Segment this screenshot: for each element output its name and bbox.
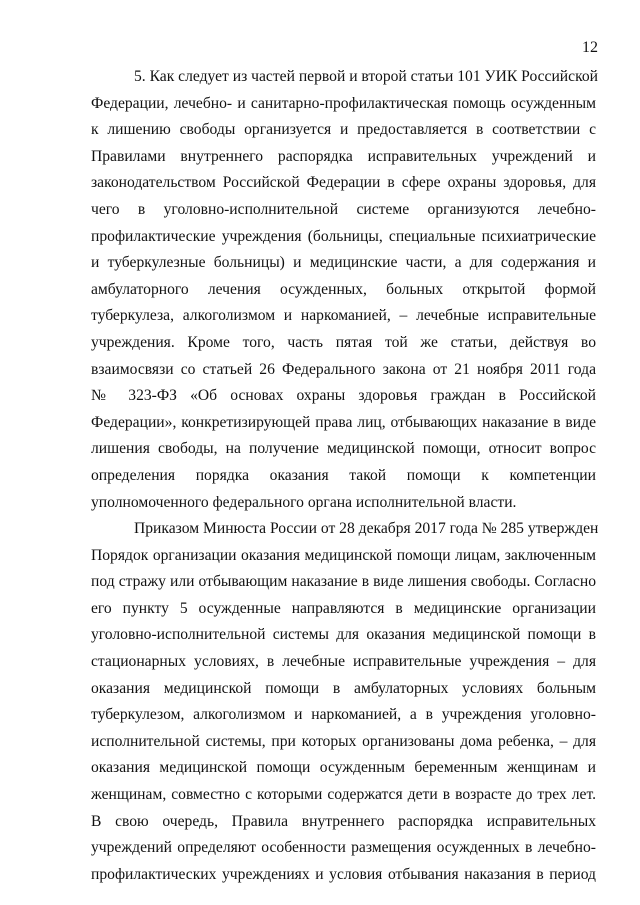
text-line: стационарных условиях, в лечебные исправительные учреждения – для: [91, 653, 596, 671]
text-line: туберкулезом, алкоголизмом и наркоманией, а в учреждения уголовно-: [91, 706, 596, 724]
text-line: его пункту 5 осужденные направляются в медицинские организации: [91, 599, 596, 617]
text-line: Порядок организации оказания медицинской помощи лицам, заключенным: [91, 546, 596, 564]
text-line: № 323-ФЗ «Об основах охраны здоровья граждан в Российской: [91, 387, 596, 405]
text-line: уполномоченного федерального органа исполнительной власти.: [91, 493, 517, 511]
text-line: уголовно-исполнительной системы для оказания медицинской помощи в: [91, 626, 596, 644]
text-line: учреждения. Кроме того, часть пятая той же статьи, действуя во: [91, 333, 596, 351]
page-number: 12: [582, 39, 598, 56]
text-line: чего в уголовно-исполнительной системе организуются лечебно-: [91, 200, 596, 218]
text-line: женщинам, совместно с которыми содержатся дети в возрасте до трех лет.: [91, 786, 596, 804]
text-line: исполнительной системы, при которых организованы дома ребенка, – для: [91, 732, 596, 750]
text-line: под стражу или отбывающим наказание в виде лишения свободы. Согласно: [91, 573, 596, 591]
text-line: профилактических учреждениях и условия отбывания наказания в период: [91, 865, 596, 883]
text-line: Федерации», конкретизирующей права лиц, отбывающих наказание в виде: [91, 413, 596, 431]
text-line: лишения свободы, на получение медицинской помощи, относит вопрос: [91, 440, 596, 458]
text-line: взаимосвязи со статьей 26 Федерального закона от 21 ноября 2011 года: [91, 360, 596, 378]
text-line: учреждений определяют особенности размещения осужденных в лечебно-: [91, 839, 596, 857]
text-line: профилактические учреждения (больницы, специальные психиатрические: [91, 227, 596, 245]
text-line: Приказом Минюста России от 28 декабря 2017 года № 285 утвержден: [134, 520, 599, 538]
text-line: Правилами внутреннего распорядка исправительных учреждений и: [91, 147, 596, 165]
text-line: 5. Как следует из частей первой и второй статьи 101 УИК Российской: [134, 68, 599, 85]
text-line: и туберкулезные больницы) и медицинские части, а для содержания и: [91, 254, 596, 272]
text-line: туберкулеза, алкоголизмом и наркоманией, – лечебные исправительные: [91, 307, 596, 325]
text-line: к лишению свободы организуется и предоставляется в соответствии с: [91, 121, 596, 139]
text-line: амбулаторного лечения осужденных, больных открытой формой: [91, 280, 596, 298]
text-line: В свою очередь, Правила внутреннего распорядка исправительных: [91, 812, 596, 830]
text-line: Федерации, лечебно- и санитарно-профилактическая помощь осужденным: [91, 94, 596, 112]
text-line: определения порядка оказания такой помощи к компетенции: [91, 466, 596, 484]
text-line: законодательством Российской Федерации в сфере охраны здоровья, для: [91, 174, 596, 192]
text-line: оказания медицинской помощи осужденным беременным женщинам и: [91, 759, 596, 777]
body-text: [91, 64, 599, 888]
text-line: оказания медицинской помощи в амбулаторных условиях больным: [91, 679, 596, 697]
